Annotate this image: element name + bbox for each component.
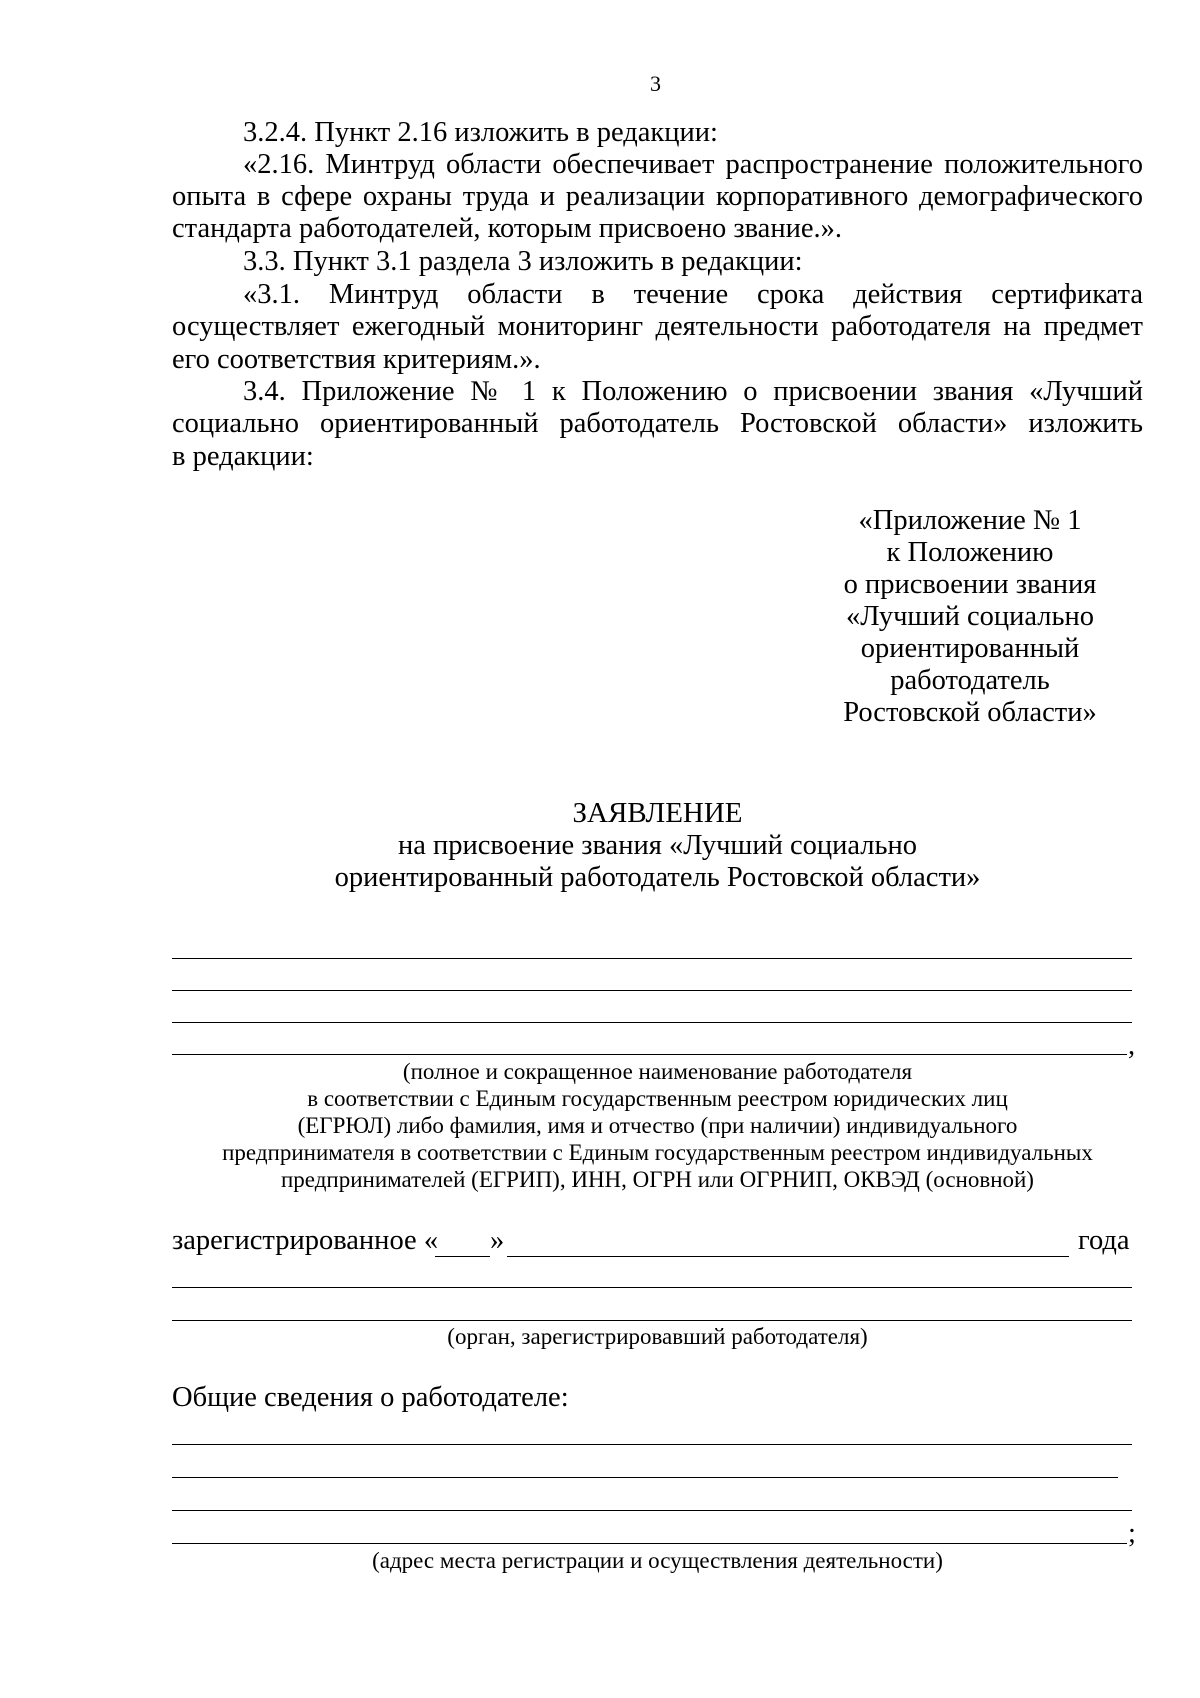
application-heading <box>172 797 1143 894</box>
application-subtitle: ориентированный работодатель Ростовской области» <box>334 862 981 893</box>
employer-name-trailing-comma: , <box>1128 1030 1136 1061</box>
caption-line: (полное и сокращенное наименование работодателя <box>402 1059 913 1084</box>
application-subtitle: на присвоение звания «Лучший социально <box>398 830 917 861</box>
employer-name-blank-line[interactable] <box>172 1022 1132 1023</box>
appendix-header-line: Ростовской области» <box>843 697 1097 728</box>
registration-day-blank[interactable] <box>435 1256 490 1257</box>
appendix-header-line: о присвоении звания <box>843 569 1097 600</box>
paragraph-3-3-intro: 3.3. Пункт 3.1 раздела 3 изложить в редакции: <box>243 246 803 277</box>
address-caption: (адрес места регистрации и осуществления деятельности) <box>372 1548 943 1573</box>
registration-month-year-blank[interactable] <box>507 1256 1069 1257</box>
appendix-header-line: «Приложение № 1 <box>858 505 1082 536</box>
paragraph-3-4-line-3: в редакции: <box>172 441 314 472</box>
paragraph-3-1-line-3: его соответствия критериям.». <box>172 344 541 375</box>
address-blank-line[interactable] <box>172 1543 1127 1544</box>
appendix-header-line: «Лучший социально <box>845 601 1095 632</box>
registration-open-quote: « <box>423 1225 439 1256</box>
address-blank-line[interactable] <box>172 1444 1132 1445</box>
registration-authority-blank-line[interactable] <box>172 1287 1132 1288</box>
appendix-header <box>820 505 1120 729</box>
employer-name-blank-line[interactable] <box>172 958 1132 959</box>
caption-line: предпринимателя в соответствии с Единым государственным реестром индивидуальных <box>222 1140 1093 1165</box>
employer-name-caption <box>172 1058 1143 1193</box>
paragraph-3-4-line-1: 3.4. Приложение № 1 к Положению о присвоении звания «Лучший <box>243 376 1143 407</box>
caption-line: в соответствии с Единым государственным реестром юридических лиц <box>307 1086 1008 1111</box>
address-blank-line[interactable] <box>172 1477 1118 1478</box>
registration-label-text: зарегистрированное <box>172 1225 417 1256</box>
employer-name-blank-line[interactable] <box>172 1054 1127 1055</box>
registration-year-word: года <box>1078 1225 1130 1256</box>
registration-label <box>172 1225 438 1257</box>
registration-authority-caption: (орган, зарегистрировавший работодателя) <box>447 1324 868 1349</box>
appendix-header-line: к Положению <box>886 537 1054 568</box>
registration-authority-blank-line[interactable] <box>172 1320 1132 1321</box>
registration-close-quote: » <box>490 1225 505 1256</box>
caption-line: предпринимателей (ЕГРИП), ИНН, ОГРН или ОГРНИП, ОКВЭД (основной) <box>281 1167 1034 1192</box>
appendix-header-line: ориентированный <box>860 633 1080 664</box>
page-number: 3 <box>650 71 661 96</box>
appendix-header-line: работодатель <box>890 665 1050 696</box>
address-trailing-semicolon: ; <box>1128 1518 1136 1549</box>
general-info-label: Общие сведения о работодателе: <box>172 1382 569 1413</box>
employer-name-blank-line[interactable] <box>172 990 1132 991</box>
address-blank-line[interactable] <box>172 1510 1132 1511</box>
paragraph-3-1-line-2: осуществляет ежегодный мониторинг деятельности работодателя на предмет <box>172 311 1143 342</box>
paragraph-3-2-4-intro: 3.2.4. Пункт 2.16 изложить в редакции: <box>243 117 718 148</box>
paragraph-2-16-line-2: опыта в сфере охраны труда и реализации корпоративного демографического <box>172 181 1143 212</box>
paragraph-2-16-line-1: «2.16. Минтруд области обеспечивает распространение положительного <box>243 149 1143 180</box>
paragraph-2-16-line-3: стандарта работодателей, которым присвоено звание.». <box>172 213 842 244</box>
application-title: ЗАЯВЛЕНИЕ <box>572 797 743 829</box>
paragraph-3-4-line-2: социально ориентированный работодатель Ростовской области» изложить <box>172 408 1143 439</box>
caption-line: (ЕГРЮЛ) либо фамилия, имя и отчество (при наличии) индивидуального <box>297 1113 1018 1138</box>
paragraph-3-1-line-1: «3.1. Минтруд области в течение срока действия сертификата <box>243 279 1143 310</box>
